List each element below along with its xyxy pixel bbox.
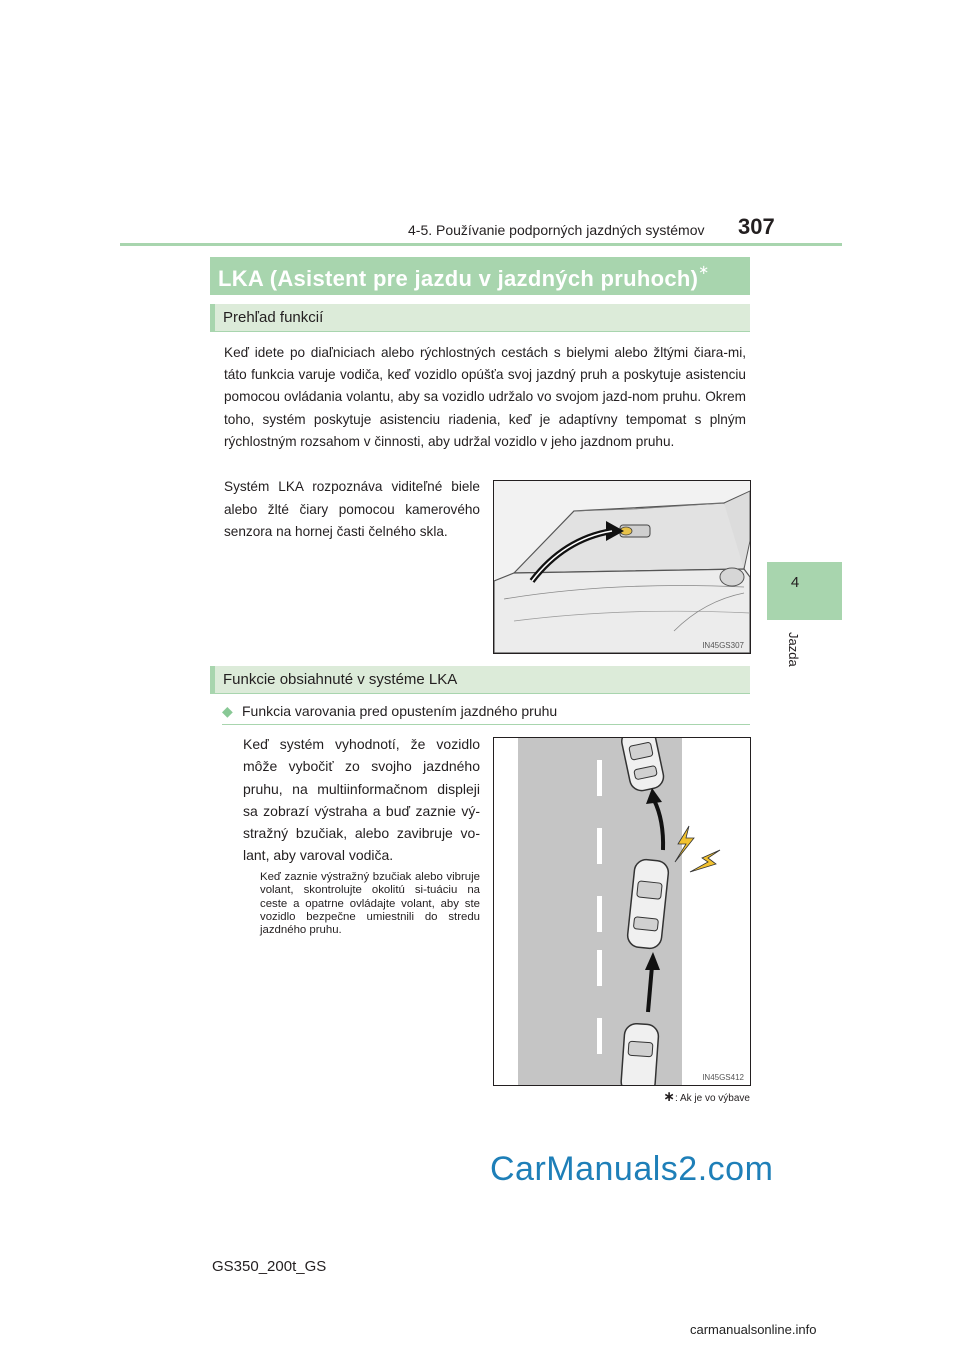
overview-paragraph: Keď idete po diaľniciach alebo rýchlostných cestách s bielymi alebo žltými čiara-mi, táto funkcia varuje vodiča, keď vozidlo opúšťa svoj jazdný pruh a poskytuje asistenciu pomocou ovládania volantu, aby sa vozidlo udržalo vo svojom jazd-nom pruhu. Okrem toho, systém poskytuje asistenciu riadenia, keď je adaptívny tempomat s plným rýchlostným rozsahom v činnosti, aby udržal vozidlo v jeho jazdnom pruhu. (224, 345, 746, 449)
car-windshield-illustration (494, 481, 750, 653)
lane-departure-subheading-text: Funkcia varovania pred opustením jazdného pruhu (242, 703, 558, 719)
lane-departure-subheading (222, 702, 750, 725)
watermark-logo[interactable]: CarManuals2.com (490, 1150, 774, 1188)
main-title (218, 262, 709, 292)
model-code: GS350_200t_GS (212, 1258, 327, 1275)
lane-departure-paragraph: Keď systém vyhodnotí, že vozidlo môže vybočiť zo svojho jazdného pruhu, na multiinformačnom displeji sa zobrazí výstraha a buď zaznie vý-stražný bzučiak, alebo zavibruje vo-lant, aby varoval vodiča. (243, 736, 480, 864)
overview-heading: Prehľad funkcií (223, 309, 324, 326)
camera-paragraph: Systém LKA rozpoznáva viditeľné biele alebo žlté čiary pomocou kamerového senzora na hornej časti čelného skla. (224, 479, 480, 539)
chapter-label-text: Jazda (786, 632, 801, 667)
main-title-bar (210, 257, 750, 295)
figure-code: IN45GS307 (702, 641, 744, 650)
functions-heading: Funkcie obsiahnuté v systéme LKA (223, 671, 458, 688)
header-divider (120, 243, 842, 246)
chapter-number: 4 (790, 574, 800, 591)
lane-departure-illustration (494, 738, 750, 1085)
chapter-label (783, 632, 805, 672)
footnote-mark: ∗ (663, 1088, 675, 1104)
functions-heading-bar (210, 666, 750, 694)
page-number: 307 (738, 214, 775, 239)
diamond-bullet-icon: ◆ (222, 703, 233, 719)
availability-mark: ∗ (698, 262, 710, 277)
main-title-text: LKA (Asistent pre jazdu v jazdných pruhoch) (218, 266, 699, 291)
source-watermark[interactable]: carmanualsonline.info (690, 1322, 817, 1337)
overview-heading-bar (210, 304, 750, 332)
footnote-text: : Ak je vo výbave (674, 1093, 750, 1104)
chapter-tab (767, 562, 842, 620)
figure-code: IN45GS412 (702, 1073, 744, 1082)
section-header: 4-5. Používanie podporných jazdných systémov (408, 222, 705, 238)
warning-note: Keď zaznie výstražný bzučiak alebo vibruje volant, skontrolujte okolitú si-tuáciu na ceste a opatrne ovládajte volant, aby ste vozidlo bezpečne umiestnili do stredu jazdného pruhu. (260, 871, 480, 937)
footnote (630, 1088, 750, 1105)
windshield-camera-figure (493, 480, 751, 654)
lane-departure-figure (493, 737, 751, 1086)
